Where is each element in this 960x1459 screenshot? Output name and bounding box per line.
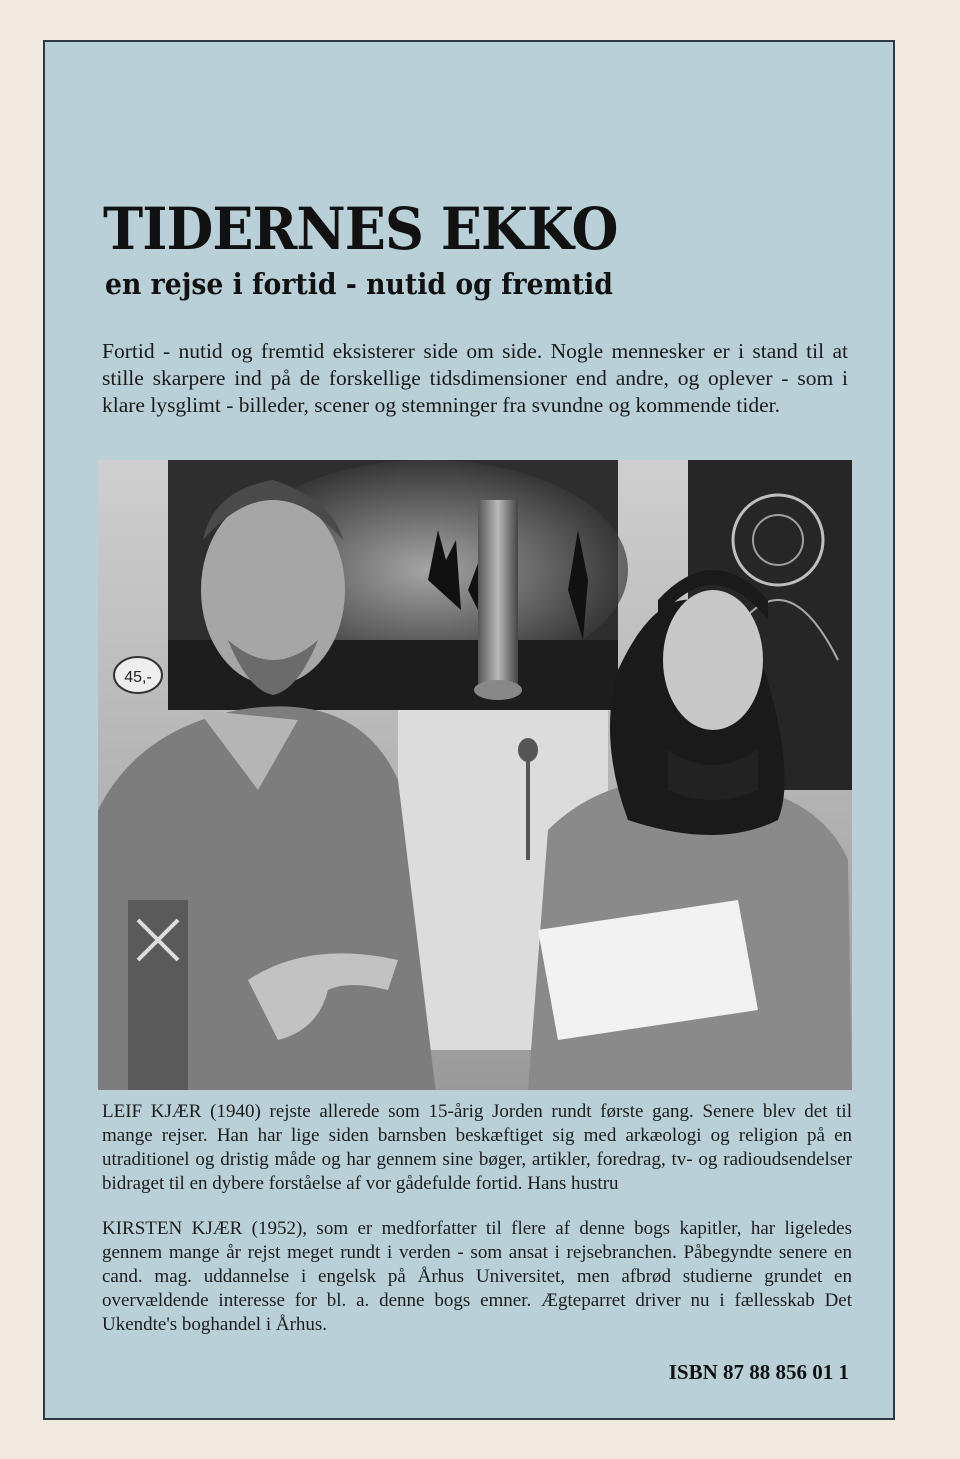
bio-leif-kjaer: LEIF KJÆR (1940) rejste allerede som 15-årig Jorden rundt første gang. Senere blev det til mange rejser. Han har lige siden barnsben beskæftiget sig med arkæologi og religion på en utraditionel og dristig måde og har gennem sine bøger, artikler, foredrag, tv- og radioudsendelser bidraget til en dybere forståelse af vor gådefulde fortid. Hans hustru — [102, 1101, 852, 1194]
price-tag: 45,- — [124, 669, 152, 686]
book-title: TIDERNES EKKO — [103, 195, 618, 263]
bio-kirsten-kjaer: KIRSTEN KJÆR (1952), som er medforfatter til flere af denne bogs kapitler, har ligeledes gennem mange år rejst meget rundt i verden - som ansat i rejsebranchen. Påbegyndte senere en cand. mag. uddannelse i engelsk på Århus Universitet, men afbrød studierne grundet en overvældende interesse for bl. a. denne bogs emner. Ægteparret driver nu i fællesskab Det Ukendte's boghandel i Århus. — [102, 1218, 852, 1335]
isbn-number: ISBN 87 88 856 01 1 — [668, 1360, 849, 1384]
book-back-cover — [43, 40, 895, 1420]
intro-paragraph: Fortid - nutid og fremtid eksisterer side om side. Nogle mennesker er i stand til at stille skarpere ind på de forskellige tidsdimensioner end andre, og oplever - som i klare lysglimt - billeder, scener og stemninger fra svundne og kommende tider. — [102, 339, 848, 417]
author-photo — [98, 460, 852, 1090]
book-subtitle: en rejse i fortid - nutid og fremtid — [105, 267, 613, 301]
